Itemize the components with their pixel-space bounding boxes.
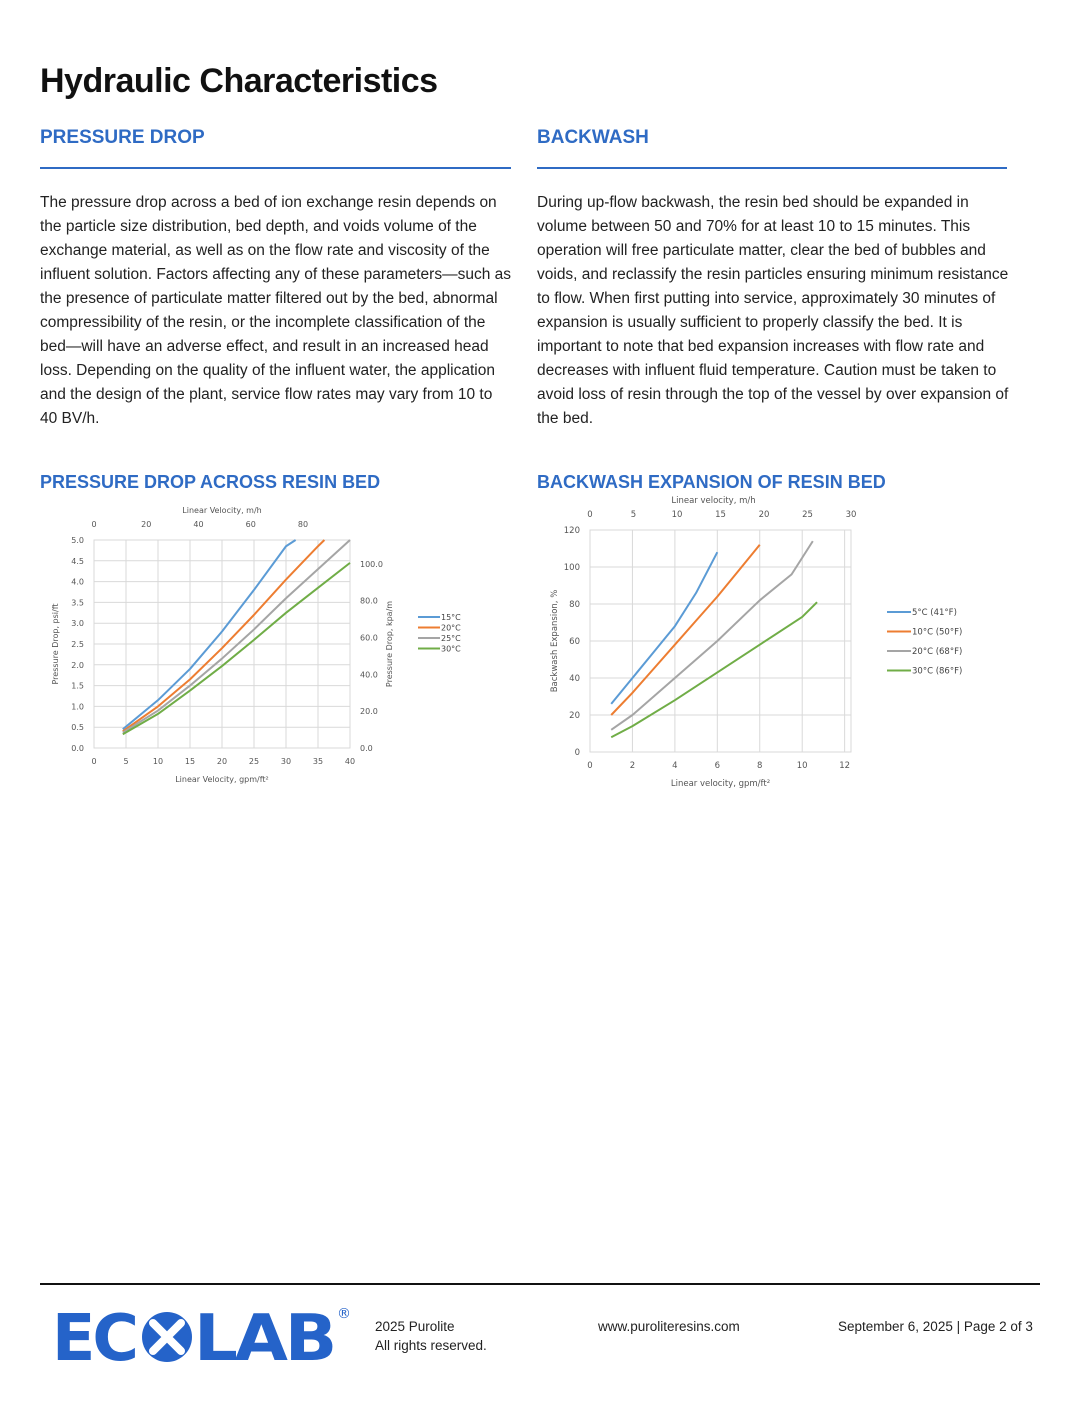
backwash-rule bbox=[537, 167, 1007, 169]
pressure-drop-chart bbox=[40, 500, 520, 800]
series-line bbox=[123, 540, 325, 731]
y2-axis-label: Pressure Drop, kpa/m bbox=[385, 600, 394, 688]
y-tick-label: 4.5 bbox=[71, 556, 84, 566]
x2-tick-label: 20 bbox=[758, 510, 770, 520]
backwash-heading: BACKWASH bbox=[537, 127, 649, 148]
x-tick-label: 30 bbox=[280, 757, 292, 766]
x2-axis-label: Linear Velocity, m/h bbox=[182, 506, 262, 515]
series-line bbox=[123, 563, 350, 734]
x2-tick-label: 20 bbox=[141, 520, 152, 529]
y2-tick-label: 20.0 bbox=[360, 707, 378, 717]
legend-label: 20°C bbox=[441, 623, 461, 633]
y-tick-label: 5.0 bbox=[71, 536, 84, 545]
y-axis-label: Backwash Expansion, % bbox=[550, 589, 560, 693]
footer-date-page: September 6, 2025 | Page 2 of 3 bbox=[838, 1319, 1033, 1334]
series-line bbox=[611, 541, 813, 730]
pressure-drop-rule bbox=[40, 167, 511, 169]
legend-label: 30°C bbox=[441, 644, 461, 654]
y-tick-label: 2.5 bbox=[71, 640, 84, 649]
x2-tick-label: 80 bbox=[297, 520, 309, 529]
y-tick-label: 40 bbox=[569, 674, 580, 684]
series-line bbox=[611, 602, 817, 737]
x-tick-label: 4 bbox=[672, 761, 678, 771]
footer-copyright-line2: All rights reserved. bbox=[375, 1338, 487, 1353]
x2-tick-label: 5 bbox=[630, 510, 637, 520]
y-axis-label: Pressure Drop, psi/ft bbox=[51, 603, 60, 685]
legend-label: 30°C (86°F) bbox=[912, 666, 963, 677]
x-tick-label: 35 bbox=[312, 757, 324, 766]
y2-tick-label: 80.0 bbox=[360, 596, 378, 606]
series-line bbox=[611, 552, 717, 704]
backwash-chart-heading: BACKWASH EXPANSION OF RESIN BED bbox=[537, 472, 886, 492]
x-axis-label: Linear velocity, gpm/ft² bbox=[670, 779, 771, 789]
x-tick-label: 6 bbox=[714, 761, 721, 771]
y-tick-label: 80 bbox=[569, 600, 580, 610]
y2-tick-label: 0.0 bbox=[360, 744, 373, 753]
y-tick-label: 60 bbox=[569, 637, 580, 647]
legend-label: 20°C (68°F) bbox=[912, 647, 963, 657]
x-tick-label: 0 bbox=[91, 757, 97, 766]
x-tick-label: 10 bbox=[152, 757, 164, 766]
logo-registered-mark: ® bbox=[337, 1306, 351, 1322]
pressure-drop-heading: PRESSURE DROP bbox=[40, 127, 205, 148]
series-line bbox=[123, 540, 296, 729]
x-tick-label: 25 bbox=[248, 757, 260, 766]
legend-label: 5°C (41°F) bbox=[912, 608, 957, 618]
footer-rule bbox=[40, 1283, 1040, 1285]
y-tick-label: 3.0 bbox=[71, 619, 84, 629]
x2-tick-label: 25 bbox=[802, 510, 813, 520]
y-tick-label: 4.0 bbox=[71, 577, 84, 587]
x-tick-label: 5 bbox=[123, 757, 129, 766]
logo-text-right: LAB bbox=[194, 1302, 334, 1368]
x2-tick-label: 30 bbox=[845, 510, 857, 520]
footer-copyright-line1: 2025 Purolite bbox=[375, 1319, 455, 1334]
x2-tick-label: 10 bbox=[671, 510, 683, 520]
legend-label: 15°C bbox=[441, 613, 461, 622]
y-tick-label: 20 bbox=[569, 711, 580, 721]
x-tick-label: 12 bbox=[839, 761, 851, 771]
footer-copyright bbox=[375, 1317, 487, 1355]
y-tick-label: 0 bbox=[574, 748, 580, 758]
series-line bbox=[123, 540, 350, 733]
footer-website[interactable]: www.puroliteresins.com bbox=[598, 1319, 740, 1334]
backwash-body: During up-flow backwash, the resin bed should be expanded in volume between 50 and 70% for at least 10 to 15 minutes. This operation will free particulate matter, clear the bed of bubbles and voids, and reclassify the resin particles ensuring minimum resistance to flow. When first putting into service, approximately 30 minutes of expansion is usually sufficient to properly classify the bed. It is important to note that bed expansion increases with flow rate and decreases with influent fluid temperature. Caution must be taken to avoid loss of resin through the top of the vessel by over expansion of the bed. bbox=[537, 194, 1009, 427]
x2-tick-label: 0 bbox=[91, 520, 97, 529]
legend-label: 10°C (50°F) bbox=[912, 627, 963, 638]
y-tick-label: 3.5 bbox=[71, 598, 84, 608]
y-tick-label: 0.5 bbox=[71, 723, 84, 733]
x2-tick-label: 40 bbox=[193, 520, 204, 529]
x2-tick-label: 15 bbox=[715, 510, 726, 520]
y2-tick-label: 60.0 bbox=[360, 633, 378, 643]
x-tick-label: 20 bbox=[216, 757, 228, 766]
series-line bbox=[611, 545, 760, 715]
y-tick-label: 120 bbox=[563, 526, 580, 536]
x-tick-label: 10 bbox=[796, 761, 808, 771]
y2-tick-label: 40.0 bbox=[360, 670, 378, 680]
backwash-expansion-chart bbox=[537, 492, 1017, 802]
x-tick-label: 0 bbox=[587, 761, 593, 771]
logo-text-left: EC bbox=[52, 1302, 136, 1368]
y-tick-label: 1.5 bbox=[71, 681, 84, 691]
x-tick-label: 8 bbox=[757, 761, 763, 771]
ecolab-logo bbox=[50, 1298, 360, 1368]
x-tick-label: 15 bbox=[184, 757, 196, 766]
pressure-drop-body: The pressure drop across a bed of ion exchange resin depends on the particle size distribution, bed depth, and voids volume of the exchange material, as well as on the flow rate and viscosity of the influent solution. Factors affecting any of these parameters—such as the presence of particulate matter filtered out by the bed, abnormal compressibility of the resin, or the incomplete classification of the bed—will have an adverse effect, and result in an increased head loss. Depending on the quality of the influent water, the application and the design of the plant, service flow rates may vary from 10 to 40 BV/h. bbox=[40, 194, 511, 427]
page-title: Hydraulic Characteristics bbox=[40, 62, 438, 100]
y2-tick-label: 100.0 bbox=[360, 559, 383, 569]
x-tick-label: 2 bbox=[629, 761, 636, 771]
pressure-chart-heading: PRESSURE DROP ACROSS RESIN BED bbox=[40, 472, 381, 492]
x2-tick-label: 0 bbox=[587, 510, 593, 520]
x-tick-label: 40 bbox=[344, 757, 356, 766]
y-tick-label: 0.0 bbox=[71, 744, 84, 753]
legend-label: 25°C bbox=[441, 634, 461, 643]
y-tick-label: 1.0 bbox=[71, 702, 84, 712]
x-axis-label: Linear Velocity, gpm/ft² bbox=[175, 775, 269, 784]
x2-tick-label: 60 bbox=[245, 520, 256, 529]
x2-axis-label: Linear velocity, m/h bbox=[671, 496, 756, 506]
y-tick-label: 100 bbox=[563, 563, 580, 573]
y-tick-label: 2.0 bbox=[71, 660, 84, 670]
